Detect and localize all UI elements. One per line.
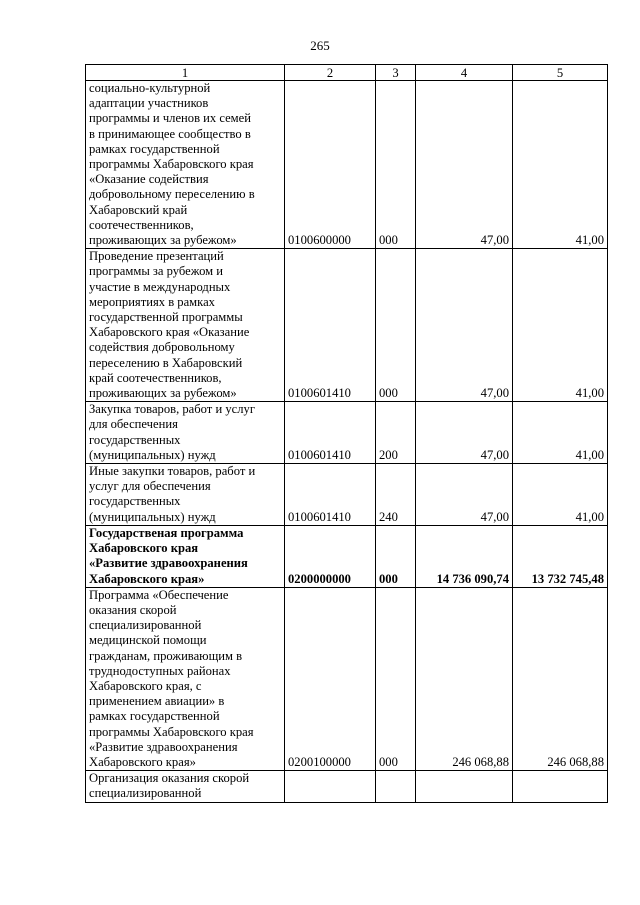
row-name-line: край соотечественников, — [89, 370, 222, 385]
row-name-line: участие в международных — [89, 279, 231, 294]
row-name-line: проживающих за рубежом» — [89, 386, 237, 401]
row-name-line: адаптации участников — [89, 96, 209, 111]
row-type-cell: 000 — [376, 81, 416, 249]
row-name-line: Организация оказания скорой — [89, 771, 250, 786]
row-name-line: программы Хабаровского края — [89, 157, 254, 172]
table-body — [86, 81, 608, 803]
row-name-line: соотечественников, — [89, 217, 194, 232]
row-code-cell: 0100601410 — [285, 464, 376, 526]
row-name-line: содействия добровольному — [89, 340, 235, 355]
table-row — [86, 587, 608, 770]
row-code-cell — [285, 771, 376, 802]
row-name-line: Хабаровского края, с — [89, 678, 202, 693]
table-row — [86, 402, 608, 464]
row-type-cell: 200 — [376, 402, 416, 464]
row-name-line: гражданам, проживающим в — [89, 648, 243, 663]
row-type-cell: 240 — [376, 464, 416, 526]
row-type-cell: 000 — [376, 249, 416, 402]
row-name-line: «Оказание содействия — [89, 172, 209, 187]
row-value-1-cell: 47,00 — [416, 81, 513, 249]
column-header: 3 — [376, 65, 416, 81]
row-code-cell: 0200000000 — [285, 525, 376, 587]
row-name-cell — [86, 587, 285, 770]
row-value-1-cell — [416, 771, 513, 802]
row-name-line: Проведение презентаций — [89, 249, 224, 264]
row-name-line: программы за рубежом и — [89, 264, 224, 279]
row-name-line: Хабаровского края» — [89, 571, 205, 586]
row-value-2-cell: 246 068,88 — [513, 587, 608, 770]
row-value-1-cell: 47,00 — [416, 249, 513, 402]
row-type-cell — [376, 771, 416, 802]
row-name-line: Хабаровского края» — [89, 754, 196, 769]
page-number: 265 — [310, 38, 330, 53]
row-name-line: медицинской помощи — [89, 633, 207, 648]
row-name-line: рамках государственной — [89, 141, 220, 156]
row-name-line: Хабаровского края — [89, 541, 199, 556]
row-code-cell: 0100600000 — [285, 81, 376, 249]
column-header: 5 — [513, 65, 608, 81]
column-header: 2 — [285, 65, 376, 81]
row-name-line: проживающих за рубежом» — [89, 233, 237, 248]
row-name-line: программы Хабаровского края — [89, 724, 254, 739]
row-value-2-cell: 13 732 745,48 — [513, 525, 608, 587]
row-type-cell: 000 — [376, 587, 416, 770]
row-name-line: (муниципальных) нужд — [89, 509, 216, 524]
budget-table — [85, 64, 608, 803]
row-value-2-cell — [513, 771, 608, 802]
row-code-cell: 0200100000 — [285, 587, 376, 770]
row-value-2-cell: 41,00 — [513, 464, 608, 526]
row-name-line: (муниципальных) нужд — [89, 447, 216, 462]
row-name-cell — [86, 81, 285, 249]
row-name-line: для обеспечения — [89, 417, 178, 432]
row-name-cell — [86, 525, 285, 587]
row-name-line: Иные закупки товаров, работ и — [89, 464, 256, 479]
row-value-1-cell: 246 068,88 — [416, 587, 513, 770]
row-code-cell: 0100601410 — [285, 249, 376, 402]
row-name-line: оказания скорой — [89, 602, 177, 617]
row-name-cell — [86, 402, 285, 464]
row-name-cell — [86, 464, 285, 526]
row-type-cell: 000 — [376, 525, 416, 587]
row-name-line: специализированной — [89, 786, 202, 801]
row-name-line: мероприятиях в рамках — [89, 294, 215, 309]
column-header: 4 — [416, 65, 513, 81]
column-header: 1 — [86, 65, 285, 81]
row-name-line: государственных — [89, 494, 181, 509]
row-value-2-cell: 41,00 — [513, 402, 608, 464]
row-name-line: «Развитие здравоохранения — [89, 556, 248, 571]
row-name-line: специализированной — [89, 618, 202, 633]
table-row — [86, 525, 608, 587]
row-name-line: услуг для обеспечения — [89, 479, 211, 494]
row-name-cell — [86, 249, 285, 402]
row-name-line: государственных — [89, 432, 181, 447]
row-name-line: применением авиации» в — [89, 694, 225, 709]
row-name-line: Программа «Обеспечение — [89, 587, 229, 602]
row-value-1-cell: 47,00 — [416, 402, 513, 464]
row-name-line: переселению в Хабаровский — [89, 355, 243, 370]
row-name-line: Государственая программа — [89, 525, 244, 540]
row-name-line: рамках государственной — [89, 709, 220, 724]
table-header-row — [86, 65, 608, 81]
row-name-cell — [86, 771, 285, 802]
row-value-2-cell: 41,00 — [513, 81, 608, 249]
row-name-line: Закупка товаров, работ и услуг — [89, 402, 255, 417]
row-name-line: государственной программы — [89, 310, 243, 325]
row-value-2-cell: 41,00 — [513, 249, 608, 402]
row-name-line: «Развитие здравоохранения — [89, 739, 238, 754]
table-row — [86, 81, 608, 249]
table-row — [86, 771, 608, 802]
row-name-line: добровольному переселению в — [89, 187, 255, 202]
table-row — [86, 249, 608, 402]
row-name-line: Хабаровского края «Оказание — [89, 325, 250, 340]
row-name-line: социально-культурной — [89, 81, 211, 95]
row-name-line: в принимающее сообщество в — [89, 126, 251, 141]
table-row — [86, 464, 608, 526]
row-code-cell: 0100601410 — [285, 402, 376, 464]
row-value-1-cell: 14 736 090,74 — [416, 525, 513, 587]
row-name-line: Хабаровский край — [89, 202, 188, 217]
row-name-line: труднодоступных районах — [89, 663, 231, 678]
row-value-1-cell: 47,00 — [416, 464, 513, 526]
row-name-line: программы и членов их семей — [89, 111, 251, 126]
